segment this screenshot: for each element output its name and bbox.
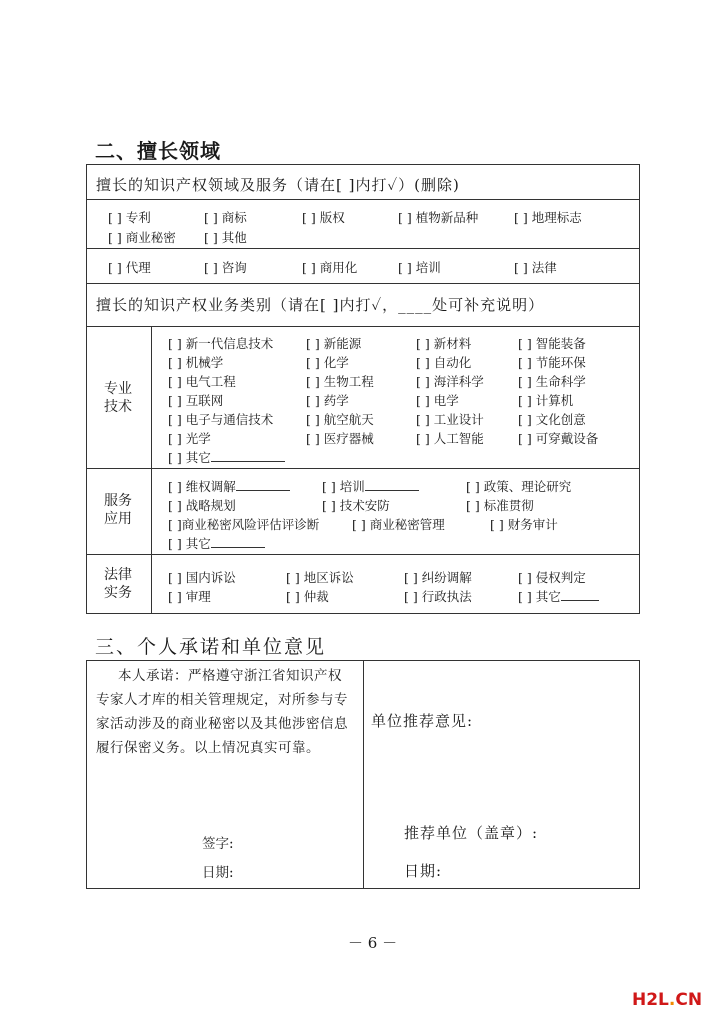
logo-cn: CN: [675, 990, 703, 1010]
pledge-line-2: 专家人才库的相关管理规定，对所参与专: [96, 692, 348, 708]
checkbox-plant-variety[interactable]: [ ] 植物新品种: [398, 210, 479, 225]
checkbox-tech-item[interactable]: [ ] 工业设计: [416, 412, 484, 427]
pledge-line-1: 本人承诺：严格遵守浙江省知识产权: [118, 668, 342, 684]
checkbox-tech-item[interactable]: [ ] 生物工程: [306, 374, 374, 389]
pledge-line-4: 履行保密义务。以上情况真实可靠。: [96, 740, 320, 756]
unit-seal-label: 推荐单位（盖章）:: [404, 824, 539, 842]
unit-opinion-label: 单位推荐意见:: [371, 712, 474, 730]
checkbox-training[interactable]: [ ] 培训: [398, 260, 441, 275]
checkbox-tech-item[interactable]: [ ] 智能装备: [518, 336, 586, 351]
checkbox-tech-item[interactable]: [ ] 光学: [168, 431, 211, 446]
checkbox-tech-item[interactable]: [ ] 节能环保: [518, 355, 586, 370]
checkbox-tech-item[interactable]: [ ] 电气工程: [168, 374, 236, 389]
checkbox-tech-item[interactable]: [ ] 海洋科学: [416, 374, 484, 389]
checkbox-law-other[interactable]: [ ] 其它: [518, 587, 599, 605]
checkbox-agency[interactable]: [ ] 代理: [108, 260, 151, 275]
checkbox-tech-item[interactable]: [ ] 新一代信息技术: [168, 336, 274, 351]
checkbox-field-other[interactable]: [ ] 其他: [204, 230, 247, 245]
checkbox-tech-item[interactable]: [ ] 药学: [306, 393, 349, 408]
service-category-label: 服务应用: [104, 493, 132, 527]
checkbox-dispute-mediation[interactable]: [ ] 纠纷调解: [404, 570, 472, 585]
checkbox-legal[interactable]: [ ] 法律: [514, 260, 557, 275]
mediation-blank[interactable]: [236, 478, 290, 491]
law-other-blank[interactable]: [561, 588, 599, 601]
checkbox-tech-item[interactable]: [ ] 生命科学: [518, 374, 586, 389]
checkbox-copyright[interactable]: [ ] 版权: [302, 210, 345, 225]
checkbox-tech-item[interactable]: [ ] 化学: [306, 355, 349, 370]
checkbox-tech-item[interactable]: [ ] 人工智能: [416, 431, 484, 446]
checkbox-regional-litigation[interactable]: [ ] 地区诉讼: [286, 570, 354, 585]
signature-label: 签字:: [202, 836, 234, 852]
checkbox-tech-other[interactable]: [ ] 其它: [168, 448, 285, 466]
pledge-date-label: 日期:: [202, 865, 234, 881]
checkbox-consulting[interactable]: [ ] 咨询: [204, 260, 247, 275]
checkbox-tech-item[interactable]: [ ] 自动化: [416, 355, 472, 370]
checkbox-trademark[interactable]: [ ] 商标: [204, 210, 247, 225]
checkbox-tech-item[interactable]: [ ] 计算机: [518, 393, 574, 408]
section-heading-expertise: 二、擅长领域: [95, 139, 221, 163]
unit-date-label: 日期:: [404, 862, 443, 880]
checkbox-tech-item[interactable]: [ ] 文化创意: [518, 412, 586, 427]
checkbox-trade-secret[interactable]: [ ] 商业秘密: [108, 230, 176, 245]
checkbox-patent[interactable]: [ ] 专利: [108, 210, 151, 225]
checkbox-tech-item[interactable]: [ ] 医疗器械: [306, 431, 374, 446]
training-blank[interactable]: [365, 478, 419, 491]
checkbox-tech-item[interactable]: [ ] 新能源: [306, 336, 362, 351]
checkbox-arbitration[interactable]: [ ] 仲裁: [286, 589, 329, 604]
checkbox-mediation[interactable]: [ ] 维权调解: [168, 477, 290, 495]
service-other-blank[interactable]: [211, 535, 265, 548]
checkbox-strategy[interactable]: [ ] 战略规划: [168, 498, 236, 513]
checkbox-infringement[interactable]: [ ] 侵权判定: [518, 570, 586, 585]
checkbox-tech-item[interactable]: [ ] 电子与通信技术: [168, 412, 274, 427]
checkbox-tech-item[interactable]: [ ] 可穿戴设备: [518, 431, 599, 446]
section-heading-pledge: 三、个人承诺和单位意见: [95, 636, 327, 658]
checkbox-standards[interactable]: [ ] 标准贯彻: [466, 498, 534, 513]
business-title: 擅长的知识产权业务类别（请在[ ]内打✓，____处可补充说明）: [96, 296, 545, 314]
checkbox-security[interactable]: [ ] 技术安防: [322, 498, 390, 513]
checkbox-admin-enforcement[interactable]: [ ] 行政执法: [404, 589, 472, 604]
checkbox-tech-item[interactable]: [ ] 互联网: [168, 393, 224, 408]
checkbox-financial-audit[interactable]: [ ] 财务审计: [490, 517, 558, 532]
checkbox-tech-item[interactable]: [ ] 新材料: [416, 336, 472, 351]
checkbox-domestic-litigation[interactable]: [ ] 国内诉讼: [168, 570, 236, 585]
checkbox-service-other[interactable]: [ ] 其它: [168, 534, 265, 552]
law-category-label: 法律实务: [104, 567, 132, 601]
logo-h2l: H2L: [632, 990, 669, 1010]
checkbox-commercialization[interactable]: [ ] 商用化: [302, 260, 358, 275]
tech-other-blank[interactable]: [211, 449, 285, 462]
h2l-logo: [632, 990, 702, 1010]
checkbox-geo-indication[interactable]: [ ] 地理标志: [514, 210, 582, 225]
tech-category-label: 专业技术: [104, 381, 132, 415]
page-number: － 6 －: [348, 934, 398, 952]
checkbox-service-training[interactable]: [ ] 培训: [322, 477, 419, 495]
logo-dot: .: [668, 990, 676, 1010]
checkbox-trial[interactable]: [ ] 审理: [168, 589, 211, 604]
checkbox-risk-assessment[interactable]: [ ]商业秘密风险评估评诊断: [168, 517, 320, 532]
checkbox-secret-management[interactable]: [ ] 商业秘密管理: [352, 517, 445, 532]
checkbox-tech-item[interactable]: [ ] 航空航天: [306, 412, 374, 427]
checkbox-tech-item[interactable]: [ ] 机械学: [168, 355, 224, 370]
checkbox-tech-item[interactable]: [ ] 电学: [416, 393, 459, 408]
checkbox-policy-research[interactable]: [ ] 政策、理论研究: [466, 479, 572, 494]
pledge-line-3: 家活动涉及的商业秘密以及其他涉密信息: [96, 716, 348, 732]
field-title: 擅长的知识产权领域及服务（请在[ ]内打✓）(删除): [96, 176, 460, 194]
